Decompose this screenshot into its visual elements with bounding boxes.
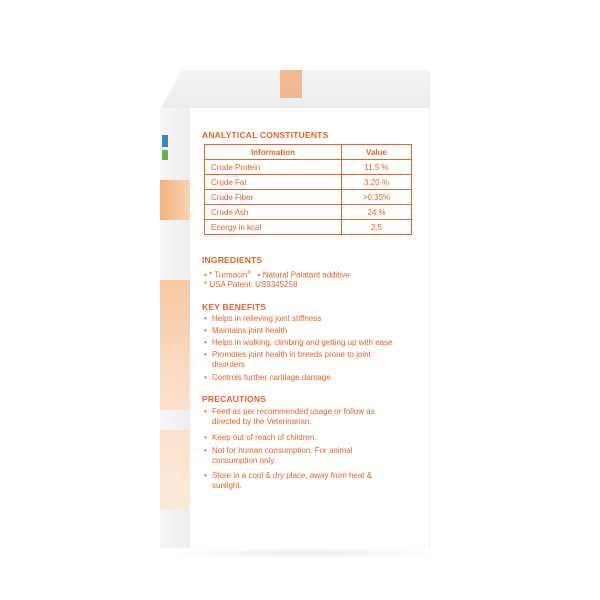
bullet: • [204,373,207,382]
list-item [204,314,414,324]
side-accent-1 [160,180,190,220]
bullet: • [257,270,261,280]
table-header-value: Value [342,145,412,160]
bullet: • [204,471,207,480]
list-item [204,407,394,427]
row-value: 2.5 [342,220,412,235]
table-header-row [205,145,412,160]
table-row [205,220,412,235]
table-row [205,190,412,205]
analytical-heading: ANALYTICAL CONSTITUENTS [202,130,329,140]
precaution-text: Feed as per recommended usage or follow as directed by the Veterinarian. [212,407,375,426]
bullet: • [204,326,207,335]
list-item [204,433,394,443]
benefits-heading: KEY BENEFITS [202,302,267,312]
table-row [205,160,412,175]
side-logo-mark-blue [162,135,168,147]
side-accent-2 [160,280,190,410]
benefit-text: Helps in relieving joint stiffness [212,314,322,323]
bullet: • [204,350,207,359]
bullet: • [204,446,207,455]
bullet: • [204,270,207,280]
precaution-text: Store in a cool & dry place, away from heat & sunlight. [212,471,373,490]
list-item [204,446,394,466]
side-accent-3 [160,430,190,510]
row-name: Crude Protein [205,160,342,175]
bullet: • [204,433,207,442]
bullet: • [204,407,207,416]
box-shadow [170,548,440,558]
row-name: Crude Ash [205,205,342,220]
precaution-text: Keep out of reach of children. [212,433,317,442]
list-item [204,373,414,383]
ingredient-palatant: Natural Palatant additive [262,270,350,280]
row-value: 11.5 % [342,160,412,175]
row-value: 3.20 % [342,175,412,190]
ingredient-turmacin: * Turmacin [209,270,248,280]
ingredients-line [204,268,350,281]
usa-patent: * USA Patent: US9345258 [204,280,298,289]
box-top-accent [280,70,302,98]
row-name: Crude Fat [205,175,342,190]
benefit-text: Controls further cartilage damage [212,373,331,382]
row-value: >0.35% [342,190,412,205]
bullet: • [204,338,207,347]
benefit-text: Promotes joint health in breeds prone to joint disorders [212,350,371,369]
side-logo-mark-green [162,150,168,160]
benefit-text: Maintains joint health [212,326,288,335]
ingredients-heading: INGREDIENTS [202,255,263,265]
table-header-information: Information [205,145,342,160]
row-name: Crude Fiber [205,190,342,205]
benefit-text: Helps in walking, climbing and getting up with ease [212,338,393,347]
bullet: • [204,314,207,323]
list-item [204,326,414,336]
row-value: 24 % [342,205,412,220]
analytical-table [204,144,412,235]
list-item [204,350,404,370]
list-item [204,338,414,348]
table-row [205,175,412,190]
precaution-text: Not for human consumption. For animal consumption only. [212,446,353,465]
registered-mark: ® [247,270,251,276]
table-row [205,205,412,220]
row-name: Energy in kcal [205,220,342,235]
precautions-heading: PRECAUTIONS [202,394,267,404]
list-item [204,471,394,491]
